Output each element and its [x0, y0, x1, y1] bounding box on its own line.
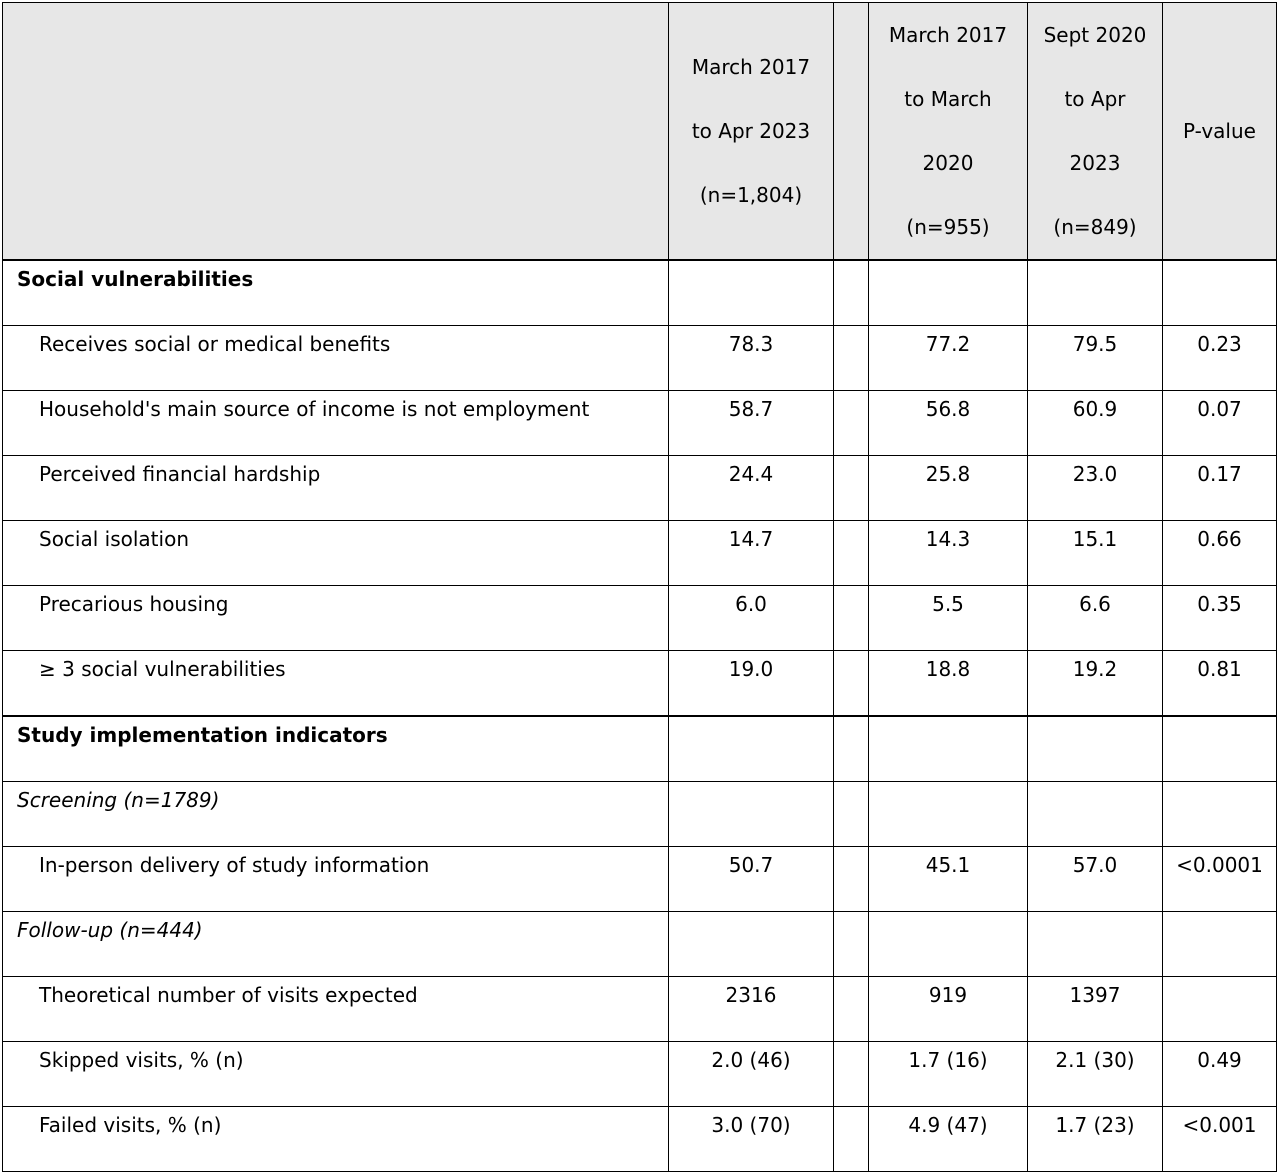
cell-pvalue	[1163, 977, 1277, 1042]
header-period1	[869, 3, 1028, 261]
cell-overall	[669, 1107, 834, 1172]
cell-period1	[869, 260, 1028, 326]
cell-pvalue-value: <0.001	[1182, 1113, 1257, 1137]
cell-spacer	[834, 456, 869, 521]
cell-pvalue	[1163, 847, 1277, 912]
cell-period1	[869, 847, 1028, 912]
row-label	[3, 260, 669, 326]
table-row	[3, 456, 1277, 521]
cell-period2-value	[1028, 782, 1162, 786]
table-row	[3, 651, 1277, 717]
subsection-row	[3, 912, 1277, 977]
cell-period1	[869, 521, 1028, 586]
cell-pvalue-value	[1163, 912, 1276, 916]
cell-pvalue-value: 0.66	[1197, 527, 1242, 551]
cell-period1-value: 45.1	[925, 853, 971, 877]
cell-spacer	[834, 651, 869, 717]
row-label	[3, 847, 669, 912]
subsection-row	[3, 782, 1277, 847]
cell-pvalue	[1163, 1042, 1277, 1107]
header-overall	[669, 3, 834, 261]
cell-period2	[1028, 912, 1163, 977]
cell-period1	[869, 1107, 1028, 1172]
cell-period2-value: 6.6	[1079, 592, 1111, 616]
cell-period1-value: 18.8	[925, 657, 971, 681]
cell-pvalue	[1163, 326, 1277, 391]
header-period2-line-2: to Apr	[1064, 87, 1126, 111]
cell-period1-value: 919	[928, 983, 968, 1007]
cell-pvalue	[1163, 912, 1277, 977]
cell-overall	[669, 651, 834, 717]
cell-period1-value: 5.5	[932, 592, 964, 616]
table-row	[3, 1107, 1277, 1172]
cell-overall	[669, 847, 834, 912]
cell-overall-value: 2.0 (46)	[711, 1048, 791, 1072]
row-label	[3, 977, 669, 1042]
row-label-text: Screening (n=1789)	[17, 788, 220, 812]
cell-period1-value: 14.3	[925, 527, 971, 551]
row-label-text: Follow-up (n=444)	[17, 918, 203, 942]
row-label-text: Failed visits, % (n)	[39, 1113, 222, 1137]
cell-overall-value: 58.7	[728, 397, 774, 421]
cell-period1	[869, 456, 1028, 521]
cell-overall-value: 2316	[725, 983, 777, 1007]
cell-pvalue-value: 0.07	[1197, 397, 1242, 421]
cell-overall-value: 6.0	[735, 592, 767, 616]
header-period1-line-2: to March	[904, 87, 992, 111]
cell-pvalue	[1163, 521, 1277, 586]
cell-spacer	[834, 1107, 869, 1172]
table-row	[3, 977, 1277, 1042]
cell-period2	[1028, 391, 1163, 456]
cell-pvalue-value	[1163, 782, 1276, 786]
row-label	[3, 1107, 669, 1172]
cell-overall	[669, 782, 834, 847]
cell-overall	[669, 456, 834, 521]
table-body	[3, 260, 1277, 1172]
cell-overall	[669, 977, 834, 1042]
section-row	[3, 716, 1277, 782]
header-pvalue	[1163, 3, 1277, 261]
cell-period2-value: 60.9	[1072, 397, 1118, 421]
cell-period1	[869, 1042, 1028, 1107]
cell-spacer	[834, 586, 869, 651]
row-label-text: Study implementation indicators	[17, 723, 388, 747]
cell-period2	[1028, 1042, 1163, 1107]
cell-period1-value	[869, 782, 1027, 786]
header-period2-line-4: (n=849)	[1053, 215, 1137, 239]
row-label	[3, 456, 669, 521]
header-overall-line-3: (n=1,804)	[699, 183, 803, 207]
cell-period2-value	[1028, 912, 1162, 916]
cell-spacer	[834, 521, 869, 586]
cell-pvalue-value: <0.0001	[1176, 853, 1263, 877]
cell-period2	[1028, 326, 1163, 391]
table-row	[3, 586, 1277, 651]
cell-pvalue	[1163, 782, 1277, 847]
row-label-text: Receives social or medical benefits	[39, 332, 391, 356]
row-label-text: Skipped visits, % (n)	[39, 1048, 244, 1072]
header-period1-line-3: 2020	[922, 151, 974, 175]
row-label-text: Precarious housing	[39, 592, 229, 616]
cell-pvalue-value: 0.35	[1197, 592, 1242, 616]
cell-overall	[669, 586, 834, 651]
cell-pvalue	[1163, 260, 1277, 326]
cell-period2	[1028, 521, 1163, 586]
cell-period1	[869, 716, 1028, 782]
cell-period2-value: 19.2	[1072, 657, 1118, 681]
cell-period2	[1028, 716, 1163, 782]
table-row	[3, 847, 1277, 912]
cell-pvalue	[1163, 651, 1277, 717]
row-label	[3, 782, 669, 847]
row-label-text: In-person delivery of study information	[39, 853, 430, 877]
header-period1-line-4: (n=955)	[906, 215, 990, 239]
cell-spacer	[834, 912, 869, 977]
cell-period1	[869, 586, 1028, 651]
cell-spacer	[834, 391, 869, 456]
cell-overall	[669, 1042, 834, 1107]
cell-period2-value: 79.5	[1072, 332, 1118, 356]
header-overall-line-1: March 2017	[691, 55, 811, 79]
row-label	[3, 912, 669, 977]
cell-pvalue-value	[1163, 717, 1276, 721]
cell-period2	[1028, 260, 1163, 326]
cell-period2-value: 2.1 (30)	[1055, 1048, 1135, 1072]
cell-period1-value	[869, 717, 1027, 721]
cell-overall-value: 3.0 (70)	[711, 1113, 791, 1137]
row-label	[3, 521, 669, 586]
header-row	[3, 3, 1277, 261]
cell-overall-value: 19.0	[728, 657, 774, 681]
cell-pvalue	[1163, 586, 1277, 651]
cell-pvalue-value	[1163, 977, 1276, 981]
cell-pvalue-value: 0.17	[1197, 462, 1242, 486]
header-period1-line-1: March 2017	[888, 23, 1008, 47]
cell-period1	[869, 326, 1028, 391]
cell-period2-value	[1028, 261, 1162, 265]
cell-overall	[669, 716, 834, 782]
cell-spacer	[834, 782, 869, 847]
cell-overall	[669, 391, 834, 456]
header-pvalue-label: P-value	[1183, 119, 1256, 143]
cell-period1-value: 56.8	[925, 397, 971, 421]
header-period2-line-3: 2023	[1069, 151, 1121, 175]
cell-pvalue-value: 0.23	[1197, 332, 1242, 356]
table-row	[3, 521, 1277, 586]
cell-period1-value: 77.2	[925, 332, 971, 356]
data-table	[2, 2, 1277, 1172]
row-label	[3, 716, 669, 782]
cell-pvalue	[1163, 456, 1277, 521]
cell-overall-value: 14.7	[728, 527, 774, 551]
cell-overall-value	[669, 782, 833, 786]
header-period2-line-1: Sept 2020	[1043, 23, 1147, 47]
cell-overall-value	[669, 717, 833, 721]
row-label-text: Social isolation	[39, 527, 189, 551]
cell-overall-value: 78.3	[728, 332, 774, 356]
cell-period1-value: 4.9 (47)	[908, 1113, 988, 1137]
row-label-text: Social vulnerabilities	[17, 267, 254, 291]
cell-period2-value: 1397	[1069, 983, 1121, 1007]
cell-period2-value: 1.7 (23)	[1055, 1113, 1135, 1137]
cell-spacer	[834, 260, 869, 326]
cell-period1	[869, 651, 1028, 717]
row-label-text: Perceived financial hardship	[39, 462, 321, 486]
cell-spacer	[834, 977, 869, 1042]
cell-overall	[669, 912, 834, 977]
cell-period1	[869, 391, 1028, 456]
cell-spacer	[834, 847, 869, 912]
cell-period2	[1028, 1107, 1163, 1172]
header-period2	[1028, 3, 1163, 261]
header-overall-line-2: to Apr 2023	[691, 119, 811, 143]
cell-period1	[869, 912, 1028, 977]
cell-period2-value: 15.1	[1072, 527, 1118, 551]
row-label	[3, 391, 669, 456]
cell-spacer	[834, 326, 869, 391]
table-row	[3, 391, 1277, 456]
cell-period2-value: 23.0	[1072, 462, 1118, 486]
row-label	[3, 586, 669, 651]
table-row	[3, 1042, 1277, 1107]
cell-period2	[1028, 977, 1163, 1042]
table-row	[3, 326, 1277, 391]
cell-pvalue-value: 0.49	[1197, 1048, 1242, 1072]
cell-pvalue-value	[1163, 261, 1276, 265]
section-row	[3, 260, 1277, 326]
cell-period2	[1028, 586, 1163, 651]
header-spacer	[834, 3, 869, 261]
cell-pvalue	[1163, 391, 1277, 456]
cell-spacer	[834, 716, 869, 782]
cell-period2	[1028, 782, 1163, 847]
cell-overall-value	[669, 912, 833, 916]
cell-period2	[1028, 847, 1163, 912]
cell-pvalue	[1163, 1107, 1277, 1172]
cell-overall-value	[669, 261, 833, 265]
cell-overall	[669, 521, 834, 586]
cell-period1	[869, 782, 1028, 847]
cell-period2-value: 57.0	[1072, 853, 1118, 877]
cell-spacer	[834, 1042, 869, 1107]
cell-period2	[1028, 456, 1163, 521]
row-label	[3, 1042, 669, 1107]
cell-pvalue	[1163, 716, 1277, 782]
cell-overall	[669, 326, 834, 391]
cell-period2-value	[1028, 717, 1162, 721]
cell-period1-value: 25.8	[925, 462, 971, 486]
cell-overall-value: 24.4	[728, 462, 774, 486]
cell-overall-value: 50.7	[728, 853, 774, 877]
cell-period1-value	[869, 912, 1027, 916]
cell-period2	[1028, 651, 1163, 717]
row-label	[3, 651, 669, 717]
cell-period1-value	[869, 261, 1027, 265]
header-label-cell	[3, 3, 669, 261]
cell-period1-value: 1.7 (16)	[908, 1048, 988, 1072]
cell-period1	[869, 977, 1028, 1042]
row-label-text: Household's main source of income is not employment	[39, 397, 590, 421]
cell-pvalue-value: 0.81	[1197, 657, 1242, 681]
row-label-text: ≥ 3 social vulnerabilities	[39, 657, 286, 681]
row-label-text: Theoretical number of visits expected	[39, 983, 418, 1007]
row-label	[3, 326, 669, 391]
cell-overall	[669, 260, 834, 326]
